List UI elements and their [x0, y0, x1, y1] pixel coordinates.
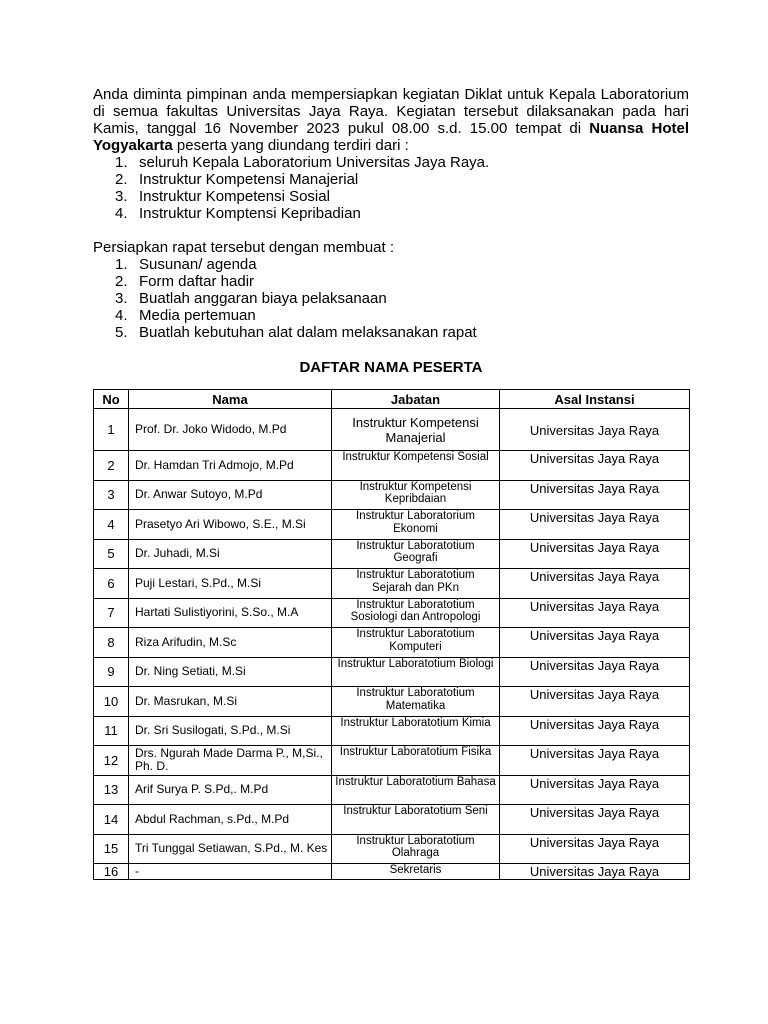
list-item-number: 3. — [115, 188, 128, 205]
table-row — [94, 746, 690, 776]
cell-nama: Hartati Sulistiyorini, S.So., M.A — [129, 598, 332, 628]
table-row — [94, 451, 690, 481]
cell-asal-instansi: Universitas Jaya Raya — [500, 657, 690, 687]
cell-asal-instansi: Universitas Jaya Raya — [500, 775, 690, 805]
cell-asal-instansi: Universitas Jaya Raya — [500, 480, 690, 510]
list-item-number: 1. — [115, 256, 128, 273]
cell-asal-instansi: Universitas Jaya Raya — [500, 510, 690, 540]
cell-nama: Riza Arifudin, M.Sc — [129, 628, 332, 658]
cell-jabatan: Instruktur Laboratotium Kimia — [332, 716, 500, 746]
cell-no: 8 — [94, 628, 129, 658]
cell-jabatan: Instruktur Laboratotium Bahasa — [332, 775, 500, 805]
intro-text-part2: peserta yang diundang terdiri dari : — [172, 137, 409, 154]
list-item-text: Instruktur Kompetensi Sosial — [139, 188, 330, 205]
cell-no: 14 — [94, 805, 129, 835]
cell-asal-instansi: Universitas Jaya Raya — [500, 716, 690, 746]
list-item — [93, 188, 689, 205]
document-page — [93, 86, 689, 880]
column-header-asal-instansi: Asal Instansi — [500, 390, 690, 409]
list-item-number: 2. — [115, 273, 128, 290]
list-item — [93, 154, 689, 171]
list-item-text: Form daftar hadir — [139, 273, 255, 290]
cell-nama: Drs. Ngurah Made Darma P., M,Si., Ph. D. — [129, 746, 332, 776]
cell-jabatan: Instruktur Laboratotium Matematika — [332, 687, 500, 717]
list-item-text: Susunan/ agenda — [139, 256, 257, 273]
cell-no: 10 — [94, 687, 129, 717]
table-row — [94, 539, 690, 569]
list-item — [93, 307, 689, 324]
cell-no: 3 — [94, 480, 129, 510]
cell-asal-instansi: Universitas Jaya Raya — [500, 409, 690, 451]
paragraph-gap — [93, 222, 689, 239]
table-row — [94, 834, 690, 864]
cell-nama: Dr. Hamdan Tri Admojo, M.Pd — [129, 451, 332, 481]
cell-jabatan: Instruktur Laboratotium Olahraga — [332, 834, 500, 864]
cell-asal-instansi: Universitas Jaya Raya — [500, 569, 690, 599]
cell-nama: Prasetyo Ari Wibowo, S.E., M.Si — [129, 510, 332, 540]
cell-jabatan: Sekretaris — [332, 864, 500, 880]
cell-no: 11 — [94, 716, 129, 746]
cell-no: 5 — [94, 539, 129, 569]
cell-nama: Tri Tunggal Setiawan, S.Pd., M. Kes — [129, 834, 332, 864]
table-row — [94, 628, 690, 658]
cell-nama: Dr. Anwar Sutoyo, M.Pd — [129, 480, 332, 510]
cell-nama: Puji Lestari, S.Pd., M.Si — [129, 569, 332, 599]
cell-nama: Dr. Juhadi, M.Si — [129, 539, 332, 569]
list-item-text: Media pertemuan — [139, 307, 256, 324]
participant-table — [93, 389, 690, 880]
cell-asal-instansi: Universitas Jaya Raya — [500, 598, 690, 628]
list-item-text: Buatlah kebutuhan alat dalam melaksanakan rapat — [139, 324, 477, 341]
intro-text-part1: Anda diminta pimpinan anda mempersiapkan kegiatan Diklat untuk Kepala Laboratorium di semua fakultas Universitas Jaya Raya. Kegiatan tersebut dilaksanakan pada hari Kamis, tanggal 16 November 2023 pukul 08.00 s.d. 15.00 tempat di — [93, 86, 689, 137]
cell-asal-instansi: Universitas Jaya Raya — [500, 834, 690, 864]
cell-asal-instansi: Universitas Jaya Raya — [500, 687, 690, 717]
cell-nama: Abdul Rachman, s.Pd., M.Pd — [129, 805, 332, 835]
cell-jabatan: Instruktur Laboratotium Sosiologi dan Antropologi — [332, 598, 500, 628]
cell-asal-instansi: Universitas Jaya Raya — [500, 539, 690, 569]
cell-nama: Dr. Masrukan, M.Si — [129, 687, 332, 717]
cell-no: 7 — [94, 598, 129, 628]
cell-no: 6 — [94, 569, 129, 599]
intro-paragraph — [93, 86, 689, 154]
table-row — [94, 864, 690, 880]
table-row — [94, 657, 690, 687]
list-item-text: Buatlah anggaran biaya pelaksanaan — [139, 290, 387, 307]
cell-no: 1 — [94, 409, 129, 451]
table-row — [94, 716, 690, 746]
column-header-no: No — [94, 390, 129, 409]
table-header-row — [94, 390, 690, 409]
cell-no: 2 — [94, 451, 129, 481]
table-row — [94, 598, 690, 628]
table-row — [94, 409, 690, 451]
intro-venue: Nuansa Hotel Yogyakarta — [93, 120, 689, 154]
cell-nama: Dr. Sri Susilogati, S.Pd., M.Si — [129, 716, 332, 746]
cell-no: 15 — [94, 834, 129, 864]
table-title: DAFTAR NAMA PESERTA — [299, 359, 483, 376]
list-item — [93, 290, 689, 307]
cell-asal-instansi: Universitas Jaya Raya — [500, 746, 690, 776]
cell-asal-instansi: Universitas Jaya Raya — [500, 628, 690, 658]
cell-nama: Dr. Ning Setiati, M.Si — [129, 657, 332, 687]
cell-jabatan: Instruktur Laboratotium Geografi — [332, 539, 500, 569]
list-item-number: 1. — [115, 154, 128, 171]
list-item — [93, 273, 689, 290]
cell-jabatan: Instruktur Laboratotium Komputeri — [332, 628, 500, 658]
cell-nama: Arif Surya P. S.Pd,. M.Pd — [129, 775, 332, 805]
list-item-text: Instruktur Komptensi Kepribadian — [139, 205, 361, 222]
list-item-text: Instruktur Kompetensi Manajerial — [139, 171, 359, 188]
column-header-nama: Nama — [129, 390, 332, 409]
cell-no: 13 — [94, 775, 129, 805]
list-item-number: 5. — [115, 324, 128, 341]
cell-asal-instansi: Universitas Jaya Raya — [500, 451, 690, 481]
cell-jabatan: Instruktur Kompetensi Manajerial — [332, 409, 500, 451]
cell-nama: Prof. Dr. Joko Widodo, M.Pd — [129, 409, 332, 451]
column-header-jabatan: Jabatan — [332, 390, 500, 409]
list-item — [93, 171, 689, 188]
table-row — [94, 510, 690, 540]
cell-asal-instansi: Universitas Jaya Raya — [500, 864, 690, 880]
list-item — [93, 205, 689, 222]
cell-asal-instansi: Universitas Jaya Raya — [500, 805, 690, 835]
list-item — [93, 256, 689, 273]
cell-jabatan: Instruktur Laboratotium Biologi — [332, 657, 500, 687]
cell-no: 12 — [94, 746, 129, 776]
cell-no: 16 — [94, 864, 129, 880]
cell-no: 4 — [94, 510, 129, 540]
list-item-number: 4. — [115, 307, 128, 324]
list-item-number: 3. — [115, 290, 128, 307]
cell-jabatan: Instruktur Laboratorium Ekonomi — [332, 510, 500, 540]
table-row — [94, 687, 690, 717]
table-row — [94, 569, 690, 599]
prep-list — [93, 256, 689, 341]
cell-jabatan: Instruktur Laboratotium Seni — [332, 805, 500, 835]
cell-jabatan: Instruktur Laboratotium Fisika — [332, 746, 500, 776]
cell-nama: - — [129, 864, 332, 880]
list-item — [93, 324, 689, 341]
cell-jabatan: Instruktur Kompetensi Sosial — [332, 451, 500, 481]
table-row — [94, 775, 690, 805]
table-row — [94, 480, 690, 510]
list-item-text: seluruh Kepala Laboratorium Universitas Jaya Raya. — [139, 154, 490, 171]
list-item-number: 2. — [115, 171, 128, 188]
cell-jabatan: Instruktur Kompetensi Kepribdaian — [332, 480, 500, 510]
table-row — [94, 805, 690, 835]
prep-intro: Persiapkan rapat tersebut dengan membuat : — [93, 239, 395, 256]
invitee-list — [93, 154, 689, 222]
cell-jabatan: Instruktur Laboratotium Sejarah dan PKn — [332, 569, 500, 599]
list-item-number: 4. — [115, 205, 128, 222]
cell-no: 9 — [94, 657, 129, 687]
